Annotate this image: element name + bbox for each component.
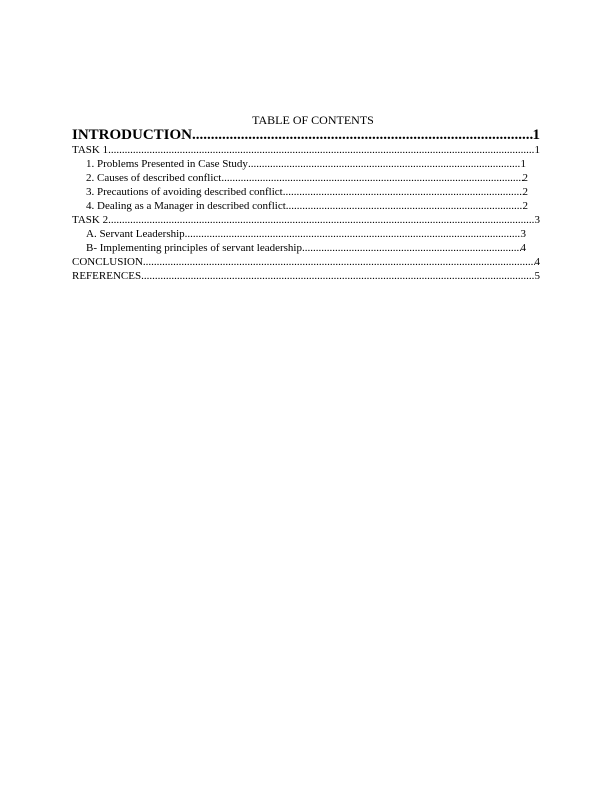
toc-entry-page: 1 — [532, 127, 540, 143]
toc-entry-page: 5 — [534, 270, 540, 282]
toc-entry-references[interactable] — [72, 270, 540, 283]
toc-leader-dots — [286, 200, 523, 213]
toc-entry-page: 1 — [520, 158, 526, 170]
toc-leader-dots — [108, 214, 534, 227]
toc-entry-label: B- Implementing principles of servant leadership — [86, 242, 302, 254]
toc-entry-implementing-principles[interactable] — [86, 242, 526, 255]
toc-entry-label: TASK 2 — [72, 214, 109, 226]
toc-entry-label: INTRODUCTION — [72, 127, 193, 143]
toc-leader-dots — [185, 228, 521, 241]
toc-entry-page: 2 — [522, 200, 528, 212]
toc-entry-problems[interactable] — [86, 158, 526, 171]
toc-entry-page: 3 — [534, 214, 540, 226]
toc-entry-page: 3 — [520, 228, 526, 240]
toc-entry-servant-leadership[interactable] — [86, 228, 526, 241]
toc-leader-dots — [108, 144, 534, 157]
toc-entry-conclusion[interactable] — [72, 256, 540, 269]
toc-leader-dots — [248, 158, 521, 171]
toc-entry-label: 4. Dealing as a Manager in described conflict — [86, 200, 286, 212]
toc-leader-dots — [283, 186, 523, 199]
toc-entry-label: CONCLUSION — [72, 256, 143, 268]
toc-leader-dots — [192, 127, 532, 144]
toc-leader-dots — [302, 242, 521, 255]
toc-entry-task-2[interactable] — [72, 214, 540, 227]
toc-entry-label: A. Servant Leadership — [86, 228, 185, 240]
toc-entry-label: REFERENCES — [72, 270, 142, 282]
toc-entry-label: 3. Precautions of avoiding described conflict — [86, 186, 283, 198]
toc-entry-label: 1. Problems Presented in Case Study — [86, 158, 248, 170]
toc-entry-page: 2 — [522, 172, 528, 184]
toc-entry-page: 4 — [534, 256, 540, 268]
toc-entry-page: 2 — [522, 186, 528, 198]
toc-title: TABLE OF CONTENTS — [252, 113, 374, 127]
toc-entry-label: TASK 1 — [72, 144, 109, 156]
toc-entry-introduction[interactable] — [72, 127, 540, 144]
toc-entry-precautions[interactable] — [86, 186, 528, 199]
toc-leader-dots — [221, 172, 522, 185]
toc-leader-dots — [143, 256, 535, 269]
toc-entry-label: 2. Causes of described conflict — [86, 172, 222, 184]
toc-entry-page: 4 — [520, 242, 526, 254]
toc-entry-dealing-manager[interactable] — [86, 200, 528, 213]
toc-leader-dots — [141, 270, 534, 283]
toc-entry-page: 1 — [534, 144, 540, 156]
toc-entry-causes[interactable] — [86, 172, 528, 185]
toc-entry-task-1[interactable] — [72, 144, 540, 157]
